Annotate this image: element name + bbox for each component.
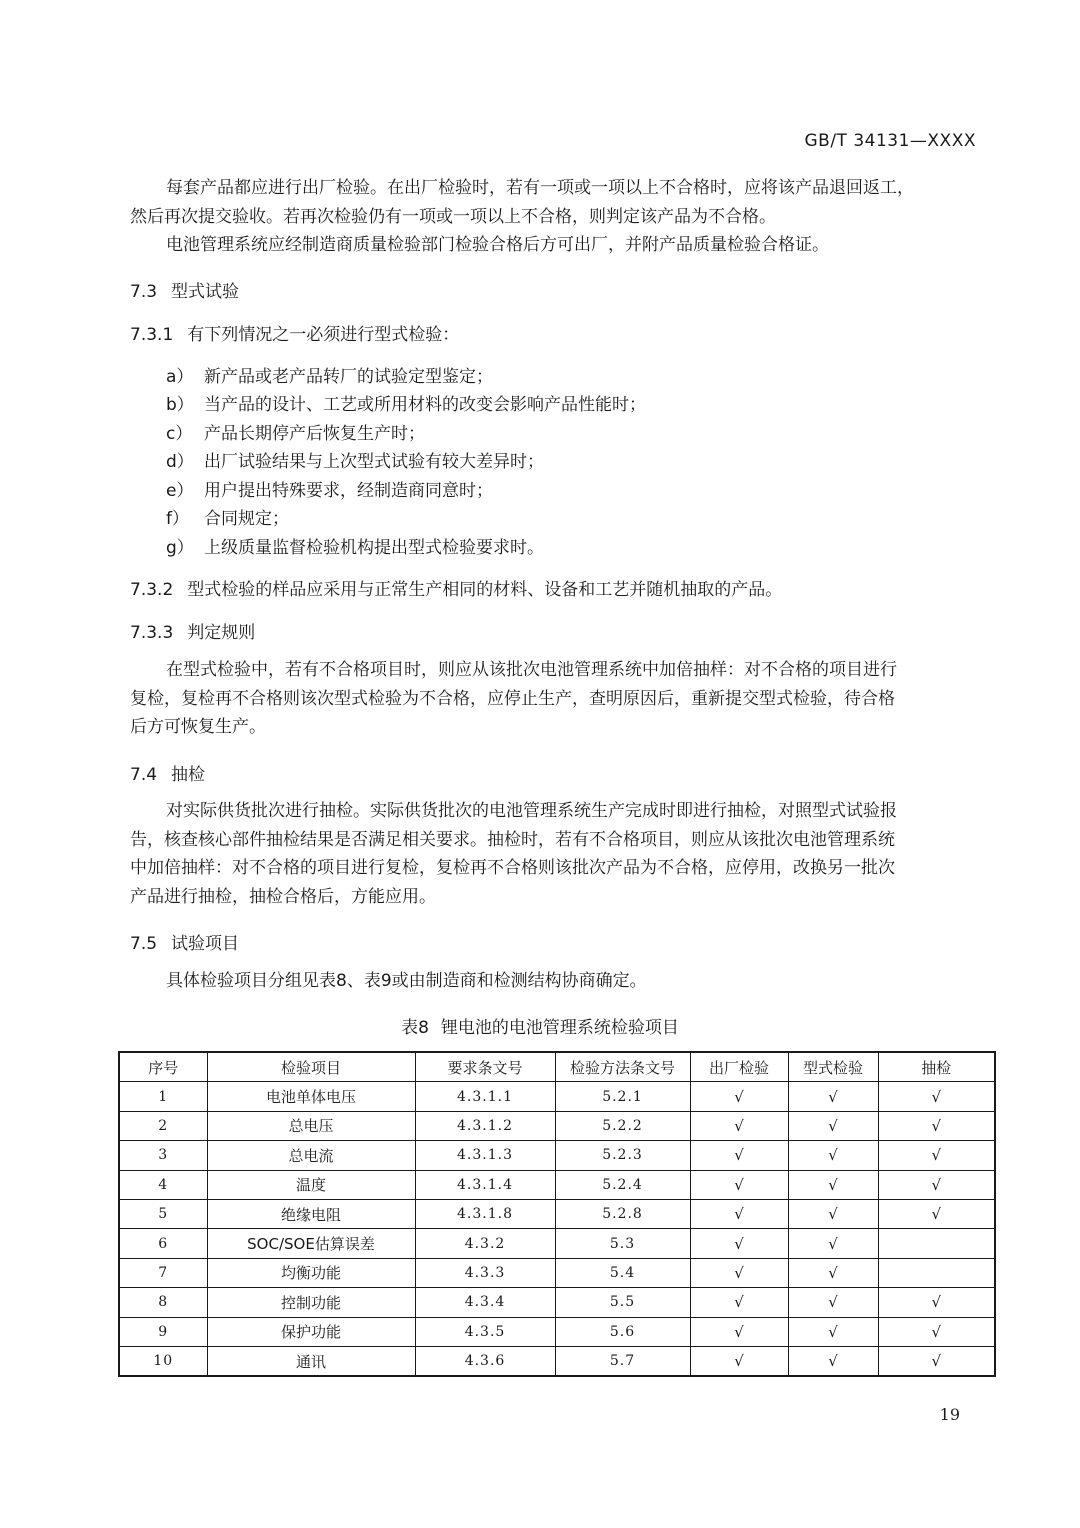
list-item [166,476,493,501]
section-heading-7-3 [130,277,239,302]
table-cell: √ [690,1141,788,1170]
table-cell: √ [878,1170,995,1199]
table-cell: √ [878,1082,995,1111]
section-title: 试验项目 [171,934,240,954]
table-cell: 4.3.1.3 [415,1141,555,1170]
column-header: 检验方法条文号 [555,1052,690,1082]
table-cell: 4.3.5 [415,1317,555,1346]
table-row [119,1141,995,1170]
paragraph-line: 在型式检验中，若有不合格项目时，则应从该批次电池管理系统中加倍抽样：对不合格的项目进行 [166,660,897,680]
list-marker: c） [166,424,193,444]
table-cell: 温度 [207,1170,415,1199]
table-cell: √ [690,1258,788,1287]
table-cell [878,1258,995,1287]
section-heading-7-3-1 [130,320,459,345]
table-cell: √ [878,1288,995,1317]
list-marker: f） [166,509,189,529]
table-cell: 8 [119,1288,207,1317]
table-cell: 4.3.1.8 [415,1199,555,1228]
section-number: 7.3.3 [130,623,174,643]
table-row [119,1288,995,1317]
table-cell: √ [788,1317,878,1346]
table-cell: 5.7 [555,1346,690,1376]
list-item [166,419,425,444]
table-cell: 5.4 [555,1258,690,1287]
paragraph-line: 对实际供货批次进行抽检。实际供货批次的电池管理系统生产完成时即进行抽检，对照型式试验报 [166,801,897,821]
table-cell: √ [788,1199,878,1228]
table-cell: 7 [119,1258,207,1287]
list-text: 用户提出特殊要求，经制造商同意时； [204,481,493,501]
table-cell: 5.6 [555,1317,690,1346]
paragraph-line: 告，核查核心部件抽检结果是否满足相关要求。抽检时，若有不合格项目，则应从该批次电池管理系统 [130,830,895,850]
table-row [119,1199,995,1228]
inspection-items-table [118,1051,996,1377]
table-cell: √ [788,1170,878,1199]
table-cell: 5.2.2 [555,1111,690,1140]
table-row [119,1229,995,1258]
table-cell: 通讯 [207,1346,415,1376]
paragraph-line: 后方可恢复生产。 [130,717,266,737]
table-cell: 电池单体电压 [207,1082,415,1111]
table-cell: 总电压 [207,1111,415,1140]
table-cell: √ [690,1082,788,1111]
paragraph-line: 中加倍抽样：对不合格的项目进行复检，复检再不合格则该批次产品为不合格，应停用，改换另一批次 [130,858,895,878]
table-cell: 5.2.3 [555,1141,690,1170]
table-cell: 4.3.1.1 [415,1082,555,1111]
table-cell: √ [788,1082,878,1111]
section-heading-7-4 [130,760,205,785]
table-cell: √ [878,1111,995,1140]
column-header: 要求条文号 [415,1052,555,1082]
table-cell: 2 [119,1111,207,1140]
section-heading-7-3-2 [130,575,782,600]
table-cell: 保护功能 [207,1317,415,1346]
table-cell: 绝缘电阻 [207,1199,415,1228]
section-number: 7.3.1 [130,325,174,345]
table-cell: √ [690,1199,788,1228]
table-cell: √ [690,1346,788,1376]
paragraph-line: 电池管理系统应经制造商质量检验部门检验合格后方可出厂，并附产品质量检验合格证。 [166,235,829,255]
table-cell: 6 [119,1229,207,1258]
table-cell: 5 [119,1199,207,1228]
table-cell: √ [690,1170,788,1199]
list-text: 新产品或老产品转厂的试验定型鉴定； [204,367,493,387]
table-cell [878,1229,995,1258]
table-cell: √ [878,1199,995,1228]
list-text: 产品长期停产后恢复生产时； [204,424,425,444]
list-item [166,533,544,558]
table-cell: 5.2.4 [555,1170,690,1199]
list-text: 出厂试验结果与上次型式试验有较大差异时； [204,452,544,472]
document-id: GB/T 34131—XXXX [804,131,976,151]
table-cell: √ [788,1141,878,1170]
table-cell: 3 [119,1141,207,1170]
list-text: 合同规定； [204,509,289,529]
table-cell: 5.2.8 [555,1199,690,1228]
section-title: 型式试验 [171,282,240,302]
list-text: 上级质量监督检验机构提出型式检验要求时。 [204,538,544,558]
column-header: 检验项目 [207,1052,415,1082]
table-caption [0,1013,1080,1038]
table-cell: 控制功能 [207,1288,415,1317]
table-cell: 5.5 [555,1288,690,1317]
table-title: 锂电池的电池管理系统检验项目 [440,1018,679,1038]
table-row [119,1082,995,1111]
section-number: 7.4 [130,765,158,785]
table-row [119,1111,995,1140]
table-row [119,1317,995,1346]
section-number: 7.3 [130,282,158,302]
table-cell: 4.3.1.4 [415,1170,555,1199]
table-cell: √ [690,1317,788,1346]
table-row [119,1346,995,1376]
page-number: 19 [939,1405,960,1424]
table-body [119,1082,995,1376]
section-text: 型式检验的样品应采用与正常生产相同的材料、设备和工艺并随机抽取的产品。 [187,580,783,600]
table-cell: 4.3.4 [415,1288,555,1317]
table-cell: 4.3.2 [415,1229,555,1258]
column-header: 型式检验 [788,1052,878,1082]
column-header: 抽检 [878,1052,995,1082]
paragraph-line: 产品进行抽检，抽检合格后，方能应用。 [130,887,436,907]
paragraph-line: 然后再次提交验收。若再次检验仍有一项或一项以上不合格，则判定该产品为不合格。 [130,207,776,227]
table-cell: 5.2.1 [555,1082,690,1111]
table-cell: √ [788,1258,878,1287]
table-cell: 5.3 [555,1229,690,1258]
list-marker: a） [166,367,194,387]
table-cell: 9 [119,1317,207,1346]
paragraph-line: 每套产品都应进行出厂检验。在出厂检验时，若有一项或一项以上不合格时，应将该产品退回返工， [166,178,914,198]
section-number: 7.5 [130,934,158,954]
table-header-row [119,1052,995,1082]
section-title: 抽检 [171,765,206,785]
table-cell: √ [788,1229,878,1258]
table-cell: √ [690,1288,788,1317]
list-marker: d） [166,452,194,472]
section-heading-7-5 [130,929,239,954]
table-cell: 4.3.6 [415,1346,555,1376]
table-row [119,1258,995,1287]
table-row [119,1170,995,1199]
table-cell: √ [788,1111,878,1140]
table-cell: 4.3.1.2 [415,1111,555,1140]
table-cell: 4.3.3 [415,1258,555,1287]
section-text: 判定规则 [187,623,256,643]
section-text: 有下列情况之一必须进行型式检验： [187,325,460,345]
paragraph-line: 具体检验项目分组见表8、表9或由制造商和检测结构协商确定。 [166,971,647,991]
list-item [166,504,289,529]
table-cell: √ [788,1346,878,1376]
list-item [166,447,544,472]
table-cell: 4 [119,1170,207,1199]
table-cell: √ [690,1229,788,1258]
list-marker: g） [166,538,194,558]
table-cell: √ [878,1317,995,1346]
section-number: 7.3.2 [130,580,174,600]
table-cell: √ [788,1288,878,1317]
table-cell: SOC/SOE估算误差 [207,1229,415,1258]
column-header: 出厂检验 [690,1052,788,1082]
table-cell: 总电流 [207,1141,415,1170]
section-heading-7-3-3 [130,618,255,643]
list-marker: e） [166,481,194,501]
table-cell: √ [878,1346,995,1376]
table-number: 表8 [401,1018,429,1038]
list-marker: b） [166,395,194,415]
table-cell: √ [878,1141,995,1170]
list-text: 当产品的设计、工艺或所用材料的改变会影响产品性能时； [204,395,646,415]
list-item [166,362,493,387]
paragraph-line: 复检，复检再不合格则该次型式检验为不合格，应停止生产，查明原因后，重新提交型式检验，待合格 [130,689,895,709]
table-cell: 均衡功能 [207,1258,415,1287]
table-cell: 10 [119,1346,207,1376]
column-header: 序号 [119,1052,207,1082]
table-cell: 1 [119,1082,207,1111]
table-cell: √ [690,1111,788,1140]
list-item [166,390,646,415]
